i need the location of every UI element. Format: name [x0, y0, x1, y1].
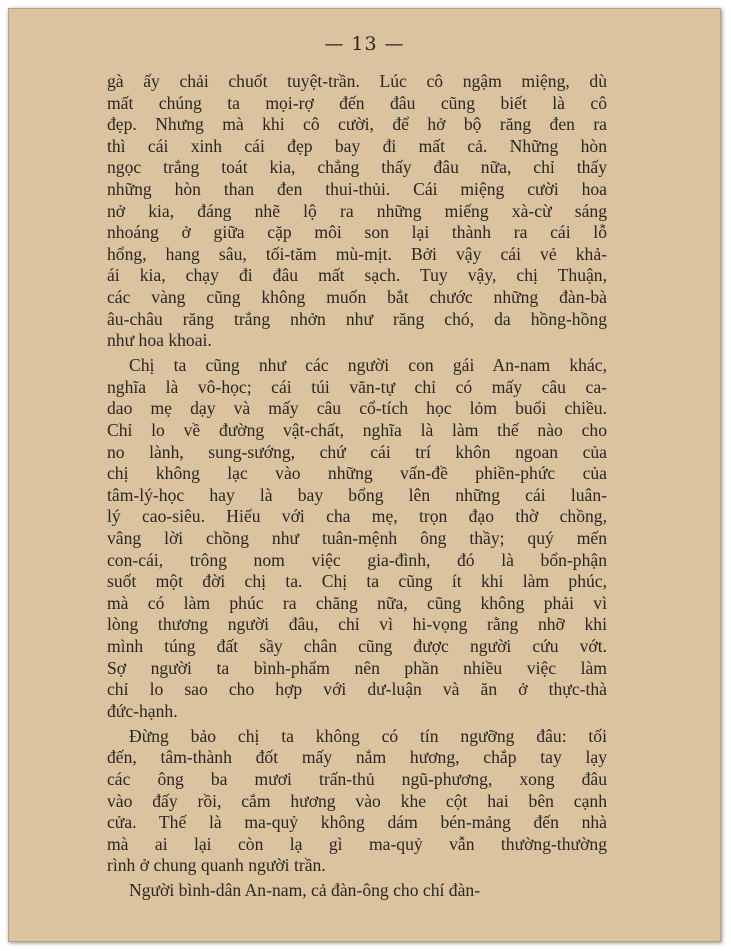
book-page — [8, 8, 721, 942]
text-line: mà có làm phúc ra chăng nữa, cũng không phải vì — [107, 592, 607, 613]
text-line: mà ai lại còn lạ gì ma-quỷ vẫn thường-thường — [107, 833, 607, 854]
text-line: Người bình-dân An-nam, cả đàn-ông cho chí đàn- — [129, 880, 481, 901]
text-line: các ông ba mươi trấn-thủ ngũ-phương, xong đâu — [107, 769, 607, 789]
text-line: nghĩa là vô-học; cái túi văn-tự chỉ có mấy câu ca- — [107, 376, 607, 397]
text-line: lý cao-siêu. Hiếu với cha mẹ, trọn đạo thờ chồng, — [107, 506, 607, 527]
text-line: như hoa khoai. — [107, 330, 212, 351]
text-line: no lành, sung-sướng, chứ cái trí khôn ngoan của — [107, 441, 607, 462]
text-line: dao mẹ dạy và mấy câu cổ-tích học lỏm buổi chiều. — [107, 398, 607, 419]
text-line: chỉ lo sao cho hợp với dư-luận và ăn ở thực-thà — [107, 679, 607, 700]
text-line: âu-châu răng trắng nhởn như răng chó, da hồng-hồng — [107, 308, 607, 329]
text-line: cửa. Thế là ma-quỷ không dám bén-mảng đến nhà — [107, 812, 607, 833]
text-line: chị không lạc vào những vấn-đề phiền-phức của — [107, 463, 607, 484]
paragraph — [107, 355, 607, 722]
text-line: thì cái xinh cái đẹp bay đi mất cả. Những hòn — [107, 135, 607, 156]
text-line: lòng thương người đâu, chỉ vì hi-vọng rằng nhỡ khi — [107, 614, 607, 635]
text-line: những hòn than đen thui-thủi. Cái miệng cười hoa — [107, 178, 607, 199]
paragraph — [107, 71, 607, 352]
text-line: Chỉ lo về đường vật-chất, nghĩa là làm thế nào cho — [107, 420, 607, 440]
text-line: ngọc trắng toát kia, chẳng thấy đâu nữa, chỉ thấy — [107, 157, 607, 178]
text-line: Đừng bảo chị ta không có tín ngưỡng đâu: tối — [129, 725, 607, 746]
text-line: các vàng cũng không muốn bắt chước những đàn-bà — [107, 286, 607, 307]
text-line: hổng, hang sâu, tối-tăm mù-mịt. Bởi vậy cái vẻ khả- — [107, 243, 607, 264]
paragraph — [107, 880, 607, 902]
text-line: suốt một đời chị ta. Chị ta cũng ít khi làm phúc, — [107, 571, 607, 592]
text-line: đức-hạnh. — [107, 700, 178, 721]
text-line: tâm-lý-học hay là bay bổng lên những cái luân- — [107, 484, 607, 505]
text-line: rình ở chung quanh người trần. — [107, 855, 326, 876]
text-line: vào đấy rồi, cắm hương vào khe cột hai bên cạnh — [107, 790, 607, 811]
page-number: — 13 — — [324, 33, 405, 55]
text-line: Sợ người ta bình-phẩm nên phần nhiều việc làm — [107, 657, 607, 678]
text-line: ái kia, chạy đi đâu mất sạch. Tuy vậy, chị Thuận, — [107, 265, 607, 286]
text-line: mình túng đất sầy chân cũng được người cứu vớt. — [107, 635, 607, 656]
text-line: đẹp. Nhưng mà khi cô cười, để hở bộ răng đen ra — [107, 114, 607, 135]
text-line: Chị ta cũng như các người con gái An-nam khác, — [129, 355, 607, 376]
text-line: nở kia, đáng nhẽ lộ ra những miếng xà-cừ sáng — [107, 200, 607, 221]
text-line: đến, tâm-thành đốt mấy nắm hương, chắp tay lạy — [107, 747, 607, 768]
text-line: mất chúng ta mọi-rợ đến đâu cũng biết là cô — [107, 92, 607, 113]
text-line: vâng lời chồng như tuân-mệnh ông thầy; quý mến — [107, 527, 607, 548]
text-line: gà ấy chải chuốt tuyệt-trần. Lúc cô ngậm miệng, dù — [107, 71, 607, 91]
text-line: nhoáng ở giữa cặp môi son lại thành ra cái lỗ — [107, 222, 607, 243]
paragraph — [107, 726, 607, 877]
text-line: con-cái, trông nom việc gia-đình, đó là bổn-phận — [107, 549, 607, 570]
body-text — [107, 71, 607, 902]
